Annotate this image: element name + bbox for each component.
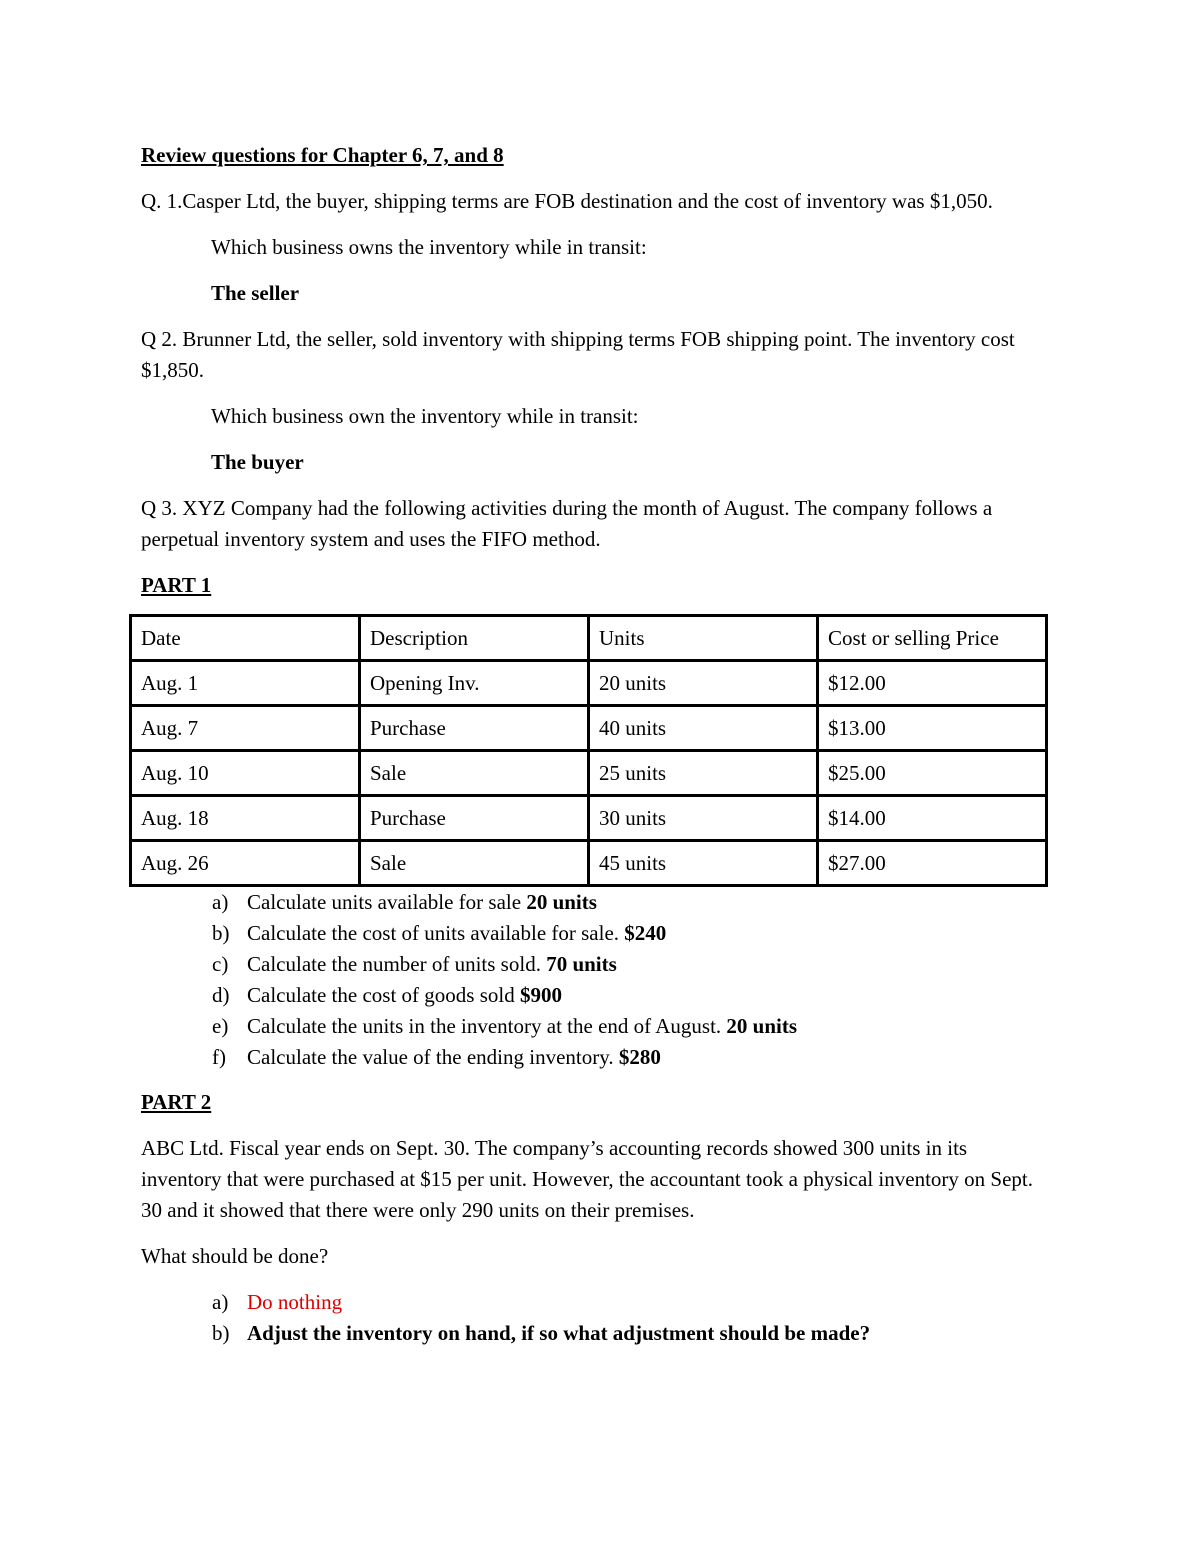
question-2-text: Q 2. Brunner Ltd, the seller, sold inventory with shipping terms FOB shipping point. The inventory cost $1,850. [141, 327, 1015, 382]
document-title: Review questions for Chapter 6, 7, and 8 [141, 143, 504, 167]
part-2-options [141, 1287, 1051, 1349]
table-cell: Aug. 26 [131, 841, 360, 886]
table-row [131, 841, 1047, 886]
table-row [131, 706, 1047, 751]
table-header-row [131, 616, 1047, 661]
list-item-text: Calculate the cost of goods sold [247, 983, 520, 1007]
part-1-heading: PART 1 [141, 573, 212, 597]
table-cell: $14.00 [818, 796, 1047, 841]
list-item-text: Calculate units available for sale [247, 890, 527, 914]
part-2-heading: PART 2 [141, 1090, 212, 1114]
list-item-text: Calculate the cost of units available for sale. [247, 921, 625, 945]
question-1-text: Q. 1.Casper Ltd, the buyer, shipping terms are FOB destination and the cost of inventory was $1,050. [141, 189, 993, 213]
list-item [212, 1318, 1051, 1349]
list-item-body [247, 1042, 661, 1073]
table-cell: 30 units [589, 796, 818, 841]
list-marker: c) [212, 952, 229, 976]
table-header-cell: Cost or selling Price [818, 616, 1047, 661]
list-item-text: Calculate the number of units sold. [247, 952, 547, 976]
list-marker: b) [212, 1321, 230, 1345]
list-marker: b) [212, 921, 230, 945]
option-do-nothing: Do nothing [247, 1290, 343, 1314]
question-2-prompt: Which business own the inventory while in transit: [211, 404, 639, 428]
document-page [141, 140, 1051, 1349]
table-header-cell: Description [360, 616, 589, 661]
table-cell: $25.00 [818, 751, 1047, 796]
list-item [212, 1287, 1051, 1318]
list-item [212, 887, 1051, 918]
part-2-text: ABC Ltd. Fiscal year ends on Sept. 30. The company’s accounting records showed 300 units in its inventory that were purchased at $15 per unit. However, the accountant took a physical inventory on Sept. 30 and it showed that there were only 290 units on their premises. [141, 1136, 1033, 1222]
table-cell: 25 units [589, 751, 818, 796]
table-cell: Aug. 1 [131, 661, 360, 706]
list-marker: f) [212, 1045, 226, 1069]
table-header-cell: Units [589, 616, 818, 661]
table-cell: $27.00 [818, 841, 1047, 886]
list-marker: a) [212, 890, 229, 914]
question-3-text: Q 3. XYZ Company had the following activities during the month of August. The company follows a perpetual inventory system and uses the FIFO method. [141, 496, 993, 551]
list-item-body [247, 887, 597, 918]
list-item-body [247, 949, 617, 980]
list-item-text: Calculate the value of the ending inventory. [247, 1045, 619, 1069]
table-row [131, 661, 1047, 706]
list-item-body [247, 918, 666, 949]
list-item [212, 1011, 1051, 1042]
table-cell: Purchase [360, 796, 589, 841]
table-cell: 40 units [589, 706, 818, 751]
list-item [212, 1042, 1051, 1073]
table-cell: Sale [360, 841, 589, 886]
list-item-answer: 70 units [546, 952, 617, 976]
inventory-activity-table [129, 614, 1048, 887]
list-item-body [247, 1011, 797, 1042]
table-cell: 45 units [589, 841, 818, 886]
table-cell: $13.00 [818, 706, 1047, 751]
table-cell: $12.00 [818, 661, 1047, 706]
list-item-text: Calculate the units in the inventory at the end of August. [247, 1014, 727, 1038]
list-item-answer: $900 [519, 983, 562, 1007]
part-2-question: What should be done? [141, 1244, 329, 1268]
table-cell: 20 units [589, 661, 818, 706]
question-2-answer: The buyer [211, 450, 304, 474]
list-item-body [247, 980, 562, 1011]
list-item-answer: $240 [624, 921, 667, 945]
list-item-answer: $280 [618, 1045, 661, 1069]
list-marker: a) [212, 1290, 229, 1314]
list-item [212, 918, 1051, 949]
table-header-cell: Date [131, 616, 360, 661]
question-1-answer: The seller [211, 281, 300, 305]
part-1-questions [141, 887, 1051, 1073]
table-cell: Opening Inv. [360, 661, 589, 706]
table-cell: Purchase [360, 706, 589, 751]
table-row [131, 796, 1047, 841]
list-item-answer: 20 units [726, 1014, 798, 1038]
question-1-prompt: Which business owns the inventory while in transit: [211, 235, 647, 259]
list-marker: d) [212, 983, 230, 1007]
list-item [212, 949, 1051, 980]
table-cell: Aug. 7 [131, 706, 360, 751]
table-cell: Sale [360, 751, 589, 796]
table-row [131, 751, 1047, 796]
list-item-answer: 20 units [526, 890, 597, 914]
option-adjust-inventory: Adjust the inventory on hand, if so what adjustment should be made? [247, 1321, 871, 1345]
table-cell: Aug. 18 [131, 796, 360, 841]
list-item [212, 980, 1051, 1011]
list-marker: e) [212, 1014, 229, 1038]
table-cell: Aug. 10 [131, 751, 360, 796]
